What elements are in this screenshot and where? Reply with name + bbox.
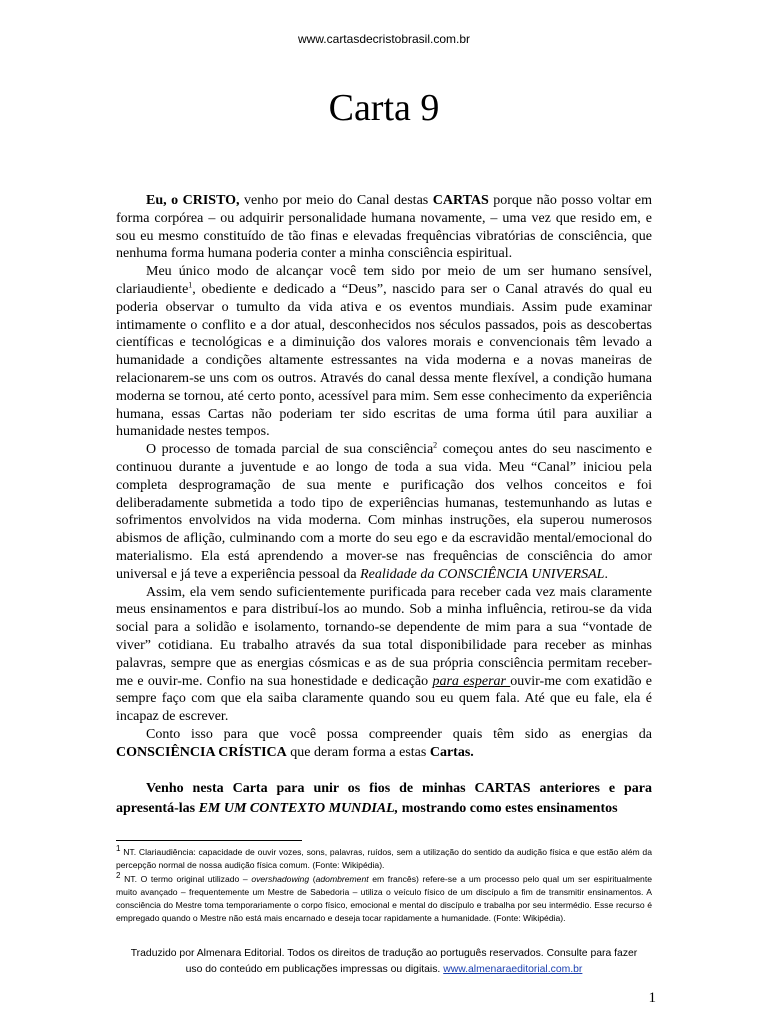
p4-emphasis: para esperar — [432, 673, 511, 689]
footnote-2-text-end: em francês) refere-se a um processo pelo qual um ser espiritualmente muito avançado – frequentemente um Mestre de Sabedoria – utiliza o veículo físico de um discípulo a fim de transmitir ensinamentos. A consciência do Mestre toma temporariamente o corpo físico, emocional e mental do discípulo e trabalha por seu intermédio. Esse recurso é empregado quando o Mestre não está mais encarnado e deseja tocar rapidamente a humanidade. (Fonte: Wikipédia). — [116, 873, 652, 924]
paragraph-3 — [116, 441, 652, 583]
footnote-1-number: 1 — [116, 844, 121, 854]
footnote-divider — [116, 840, 302, 841]
paragraph-2 — [116, 263, 652, 441]
footer-line-2 — [116, 962, 652, 978]
intro-paragraph — [116, 779, 652, 819]
intro-text: Venho nesta Carta para unir os fios de minhas CARTAS anteriores e para apresentá-las — [116, 781, 652, 816]
p5-cartas: Cartas. — [429, 744, 474, 760]
footnote-ref-1[interactable]: 1 — [188, 280, 193, 290]
footnote-2-number: 2 — [116, 870, 121, 880]
footer-line-1: Traduzido por Almenara Editorial. Todos os direitos de tradução ao português reservados. Consulte para fazer — [130, 948, 638, 959]
p4-text: Assim, ela vem sendo suficientemente purificada para receber cada vez mais claramente meus ensinamentos e para distribuí-los ao mundo. Sob a minha influência, retirou-se da vida social para a solidão e isolamento, tornando-se dependente de mim para a sua “vontade de viver” cotidiana. Eu trabalho através da sua total disponibilidade para receber as minhas palavras, sempre que as energias cósmicas e as de sua própria consciência permitam receber-me e ouvir-me. Confio na sua honestidade e dedicação — [116, 584, 652, 689]
footnote-1 — [116, 846, 652, 873]
paragraph-1 — [116, 192, 652, 263]
p3-text: O processo de tomada parcial de sua consciência — [146, 442, 434, 458]
p3-text-end: . — [604, 566, 608, 582]
page-title: Carta 9 — [328, 87, 440, 129]
header-url: www.cartasdecristobrasil.com.br — [297, 32, 471, 46]
footnote-2-text: NT. O termo original utilizado – — [120, 873, 252, 884]
p5-text-mid: que deram forma a estas — [286, 744, 430, 760]
footer-line-2-text: uso do conteúdo em publicações impressas ou digitais. — [185, 964, 444, 975]
letter-body — [116, 192, 652, 762]
p5-consciencia: CONSCIÊNCIA CRÍSTICA — [116, 744, 287, 760]
paragraph-5 — [116, 726, 652, 762]
p3-emphasis: Realidade da CONSCIÊNCIA UNIVERSAL — [360, 566, 605, 582]
publisher-link[interactable]: www.almenaraeditorial.com.br — [443, 964, 583, 975]
footer — [116, 946, 652, 978]
paragraph-4 — [116, 584, 652, 726]
footnote-ref-2[interactable]: 2 — [433, 440, 438, 450]
p1-opening: Eu, o CRISTO, — [146, 193, 240, 208]
p1-text: venho por meio do Canal destas — [239, 193, 433, 208]
footnote-2 — [116, 870, 652, 926]
p2-text-end: , obediente e dedicado a “Deus”, nascido para ser o Canal através do qual eu poderia observar o tumulto da vida ativa e os eventos mundiais. Assim pude examinar intimamente o conflito e a dor atual, desconhecidos nos séculos passados, pois as descobertas científicas e tecnológicas e a diminuição dos valores morais e convencionais têm levado a humanidade a condições altamente estressantes na vida moderna e a novas maneiras de relacionarem-se uns com os outros. Através do canal dessa mente flexível, a condição humana moderna se tornou, até certo ponto, acessível para mim. Sem esse conhecimento da experiência humana, essas Cartas não poderiam ter sido escritas de uma forma útil para auxiliar a humanidade nestes tempos. — [116, 281, 652, 440]
p2-text: Meu único modo de alcançar você tem sido por meio de um ser humano sensível, clariaudiente — [116, 264, 652, 297]
intro-text-end: mostrando como estes ensinamentos — [398, 801, 618, 816]
p1-cartas: CARTAS — [432, 193, 489, 208]
footnote-1-text: NT. Clariaudiência: capacidade de ouvir vozes, sons, palavras, ruídos, sem a utilização do sentido da audição física e que estão além da percepção normal de nossa audição física comum. (Fonte: Wikipédia). — [116, 847, 652, 871]
footnote-2-paren: ( — [309, 873, 316, 884]
page-number: 1 — [648, 990, 656, 1006]
p1-text-end: porque não posso voltar em forma corpórea – ou adquirir personalidade humana novamente, – uma vez que resido em, e sou eu mesmo constituído de tão finas e elevadas frequências vibratórias de consciência, que nenhuma forma humana poderia conter a minha consciência espiritual. — [116, 193, 652, 262]
footnote-2-term: overshadowing — [251, 873, 310, 884]
p5-text: Conto isso para que você possa compreender quais têm sido as energias da — [146, 726, 652, 742]
footnote-2-french-term: adombrement — [315, 873, 369, 884]
footnotes — [116, 846, 652, 926]
intro-emphasis: EM UM CONTEXTO MUNDIAL, — [198, 801, 399, 816]
p4-text-end: ouvir-me com exatidão e sempre faço com que ela saiba claramente quando sou eu quem fala. Até que eu fale, ela é incapaz de escrever. — [116, 673, 652, 725]
p3-text-mid: começou antes do seu nascimento e continuou durante a juventude e ao longo de toda a sua vida. Meu “Canal” iniciou pela completa desprogramação de sua mente e purificação dos velhos conceitos e foi deliberadamente submetida a todo tipo de experiências humanas, testemunhando as lutas e sofrimentos envolvidos na vida moderna. Com minhas instruções, ela superou numerosos abismos de aflição, culminando com a morte do seu ego e da escravidão mental/emocional do materialismo. Ela está aprendendo a mover-se nas frequências de consciência do amor universal e já teve a experiência pessoal da — [116, 442, 652, 582]
